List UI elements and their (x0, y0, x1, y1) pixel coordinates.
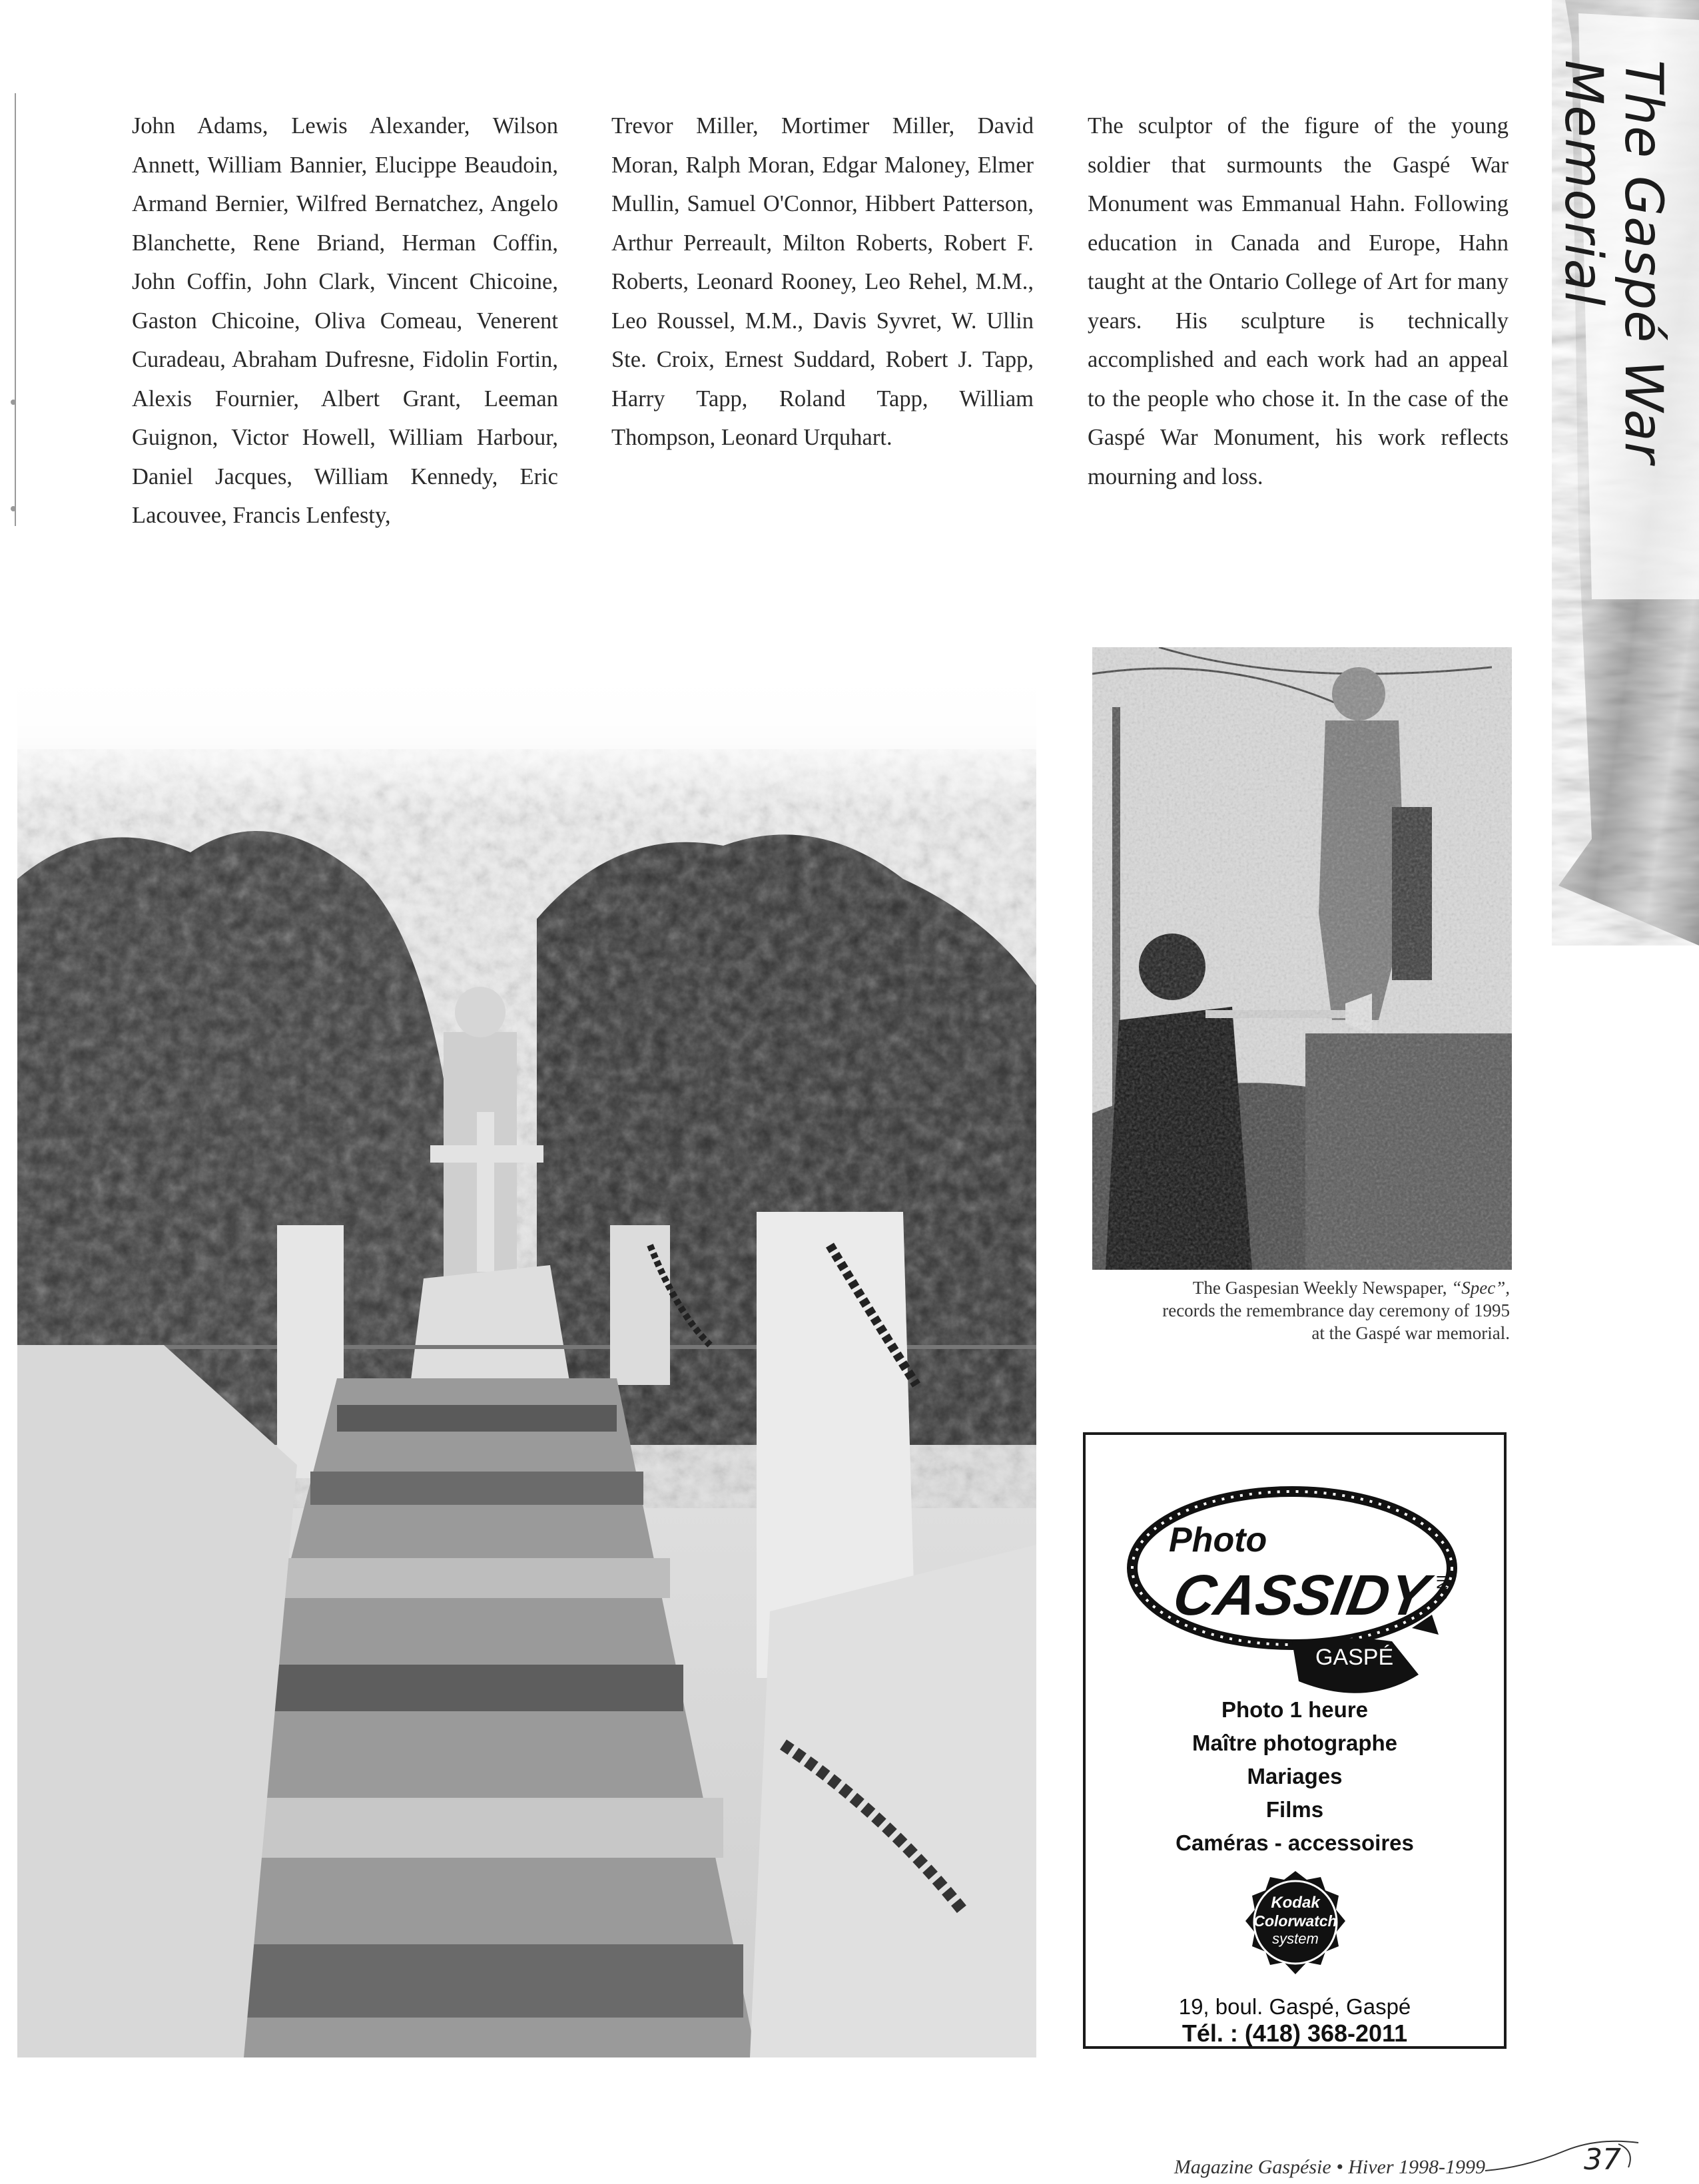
margin-dot (11, 400, 16, 405)
service-item: Mariages (1247, 1764, 1343, 1788)
logo-place-text: GASPÉ (1315, 1645, 1394, 1670)
logo-inc-text: INC (1433, 1575, 1451, 1600)
side-title: The Gaspé War Memorial (1553, 60, 1673, 464)
photo-cassidy-ad (1083, 1432, 1507, 2049)
body-column-1: John Adams, Lewis Alexander, Wilson Annett, William Bannier, Elucippe Beaudoin, Armand Bernier, Wilfred Bernatchez, Angelo Blanchette, Rene Briand, Herman Coffin, John Coffin, John Clark, Vincent Chicoine, Gaston Chicoine, Oliva Comeau, Venerent Curadeau, Abraham Dufresne, Fidolin Fortin, Alexis Fournier, Albert Grant, Leeman Guignon, Victor Howell, William Harbour, Daniel Jacques, William Kennedy, Eric Lacouvee, Francis Lenfesty, (132, 113, 558, 528)
photo-caption (1074, 1276, 1510, 1344)
footer-separator: • (1331, 2156, 1349, 2178)
kodak-colorwatch-seal (1239, 1868, 1352, 1981)
kodak-line: Colorwatch (1253, 1912, 1337, 1930)
kodak-line: system (1272, 1930, 1319, 1947)
service-item: Maître photographe (1191, 1731, 1397, 1755)
footer-magazine: Magazine Gaspésie (1174, 2156, 1331, 2178)
ad-services-list (1086, 1693, 1504, 1860)
body-column-2: Trevor Miller, Mortimer Miller, David Moran, Ralph Moran, Edgar Maloney, Elmer Mullin, Samuel O'Connor, Hibbert Patterson, Arthur Perreault, Milton Roberts, Robert F. Roberts, Leonard Rooney, Leo Rehel, M.M., Leo Roussel, M.M., Davis Syvret, W. Ullin Ste. Croix, Ernest Suddard, Robert J. Tapp, Harry Tapp, Roland Tapp, William Thompson, Leonard Urquhart. (611, 113, 1034, 450)
bugler-ceremony-photo (1092, 647, 1512, 1270)
photo-cassidy-logo (1126, 1475, 1472, 1715)
war-memorial-photo (17, 679, 1036, 2057)
caption-line1-prefix: The Gaspesian Weekly Newspaper, (1192, 1278, 1452, 1298)
service-item: Films (1265, 1797, 1324, 1822)
margin-line (15, 93, 16, 526)
caption-line3: at the Gaspé war memorial. (1311, 1323, 1510, 1343)
ad-phone: Tél. : (418) 368-2011 (1182, 2020, 1408, 2047)
kodak-line: Kodak (1271, 1894, 1320, 1912)
service-item: Photo 1 heure (1221, 1697, 1369, 1722)
logo-photo-text: Photo (1169, 1521, 1267, 1559)
footer-magazine-issue (1172, 2156, 1485, 2179)
page-number: 37 (1584, 2143, 1621, 2177)
logo-name-text: CASSIDY (1168, 1563, 1433, 1627)
caption-spec: “Spec”, (1451, 1278, 1510, 1298)
body-column-3: The sculptor of the figure of the young soldier that surmounts the Gaspé War Monument was Emmanual Hahn. Following education in Canada and Europe, Hahn taught at the Ontario College of Art for many years. His sculpture is technically accomplished and each work had an appeal to the people who chose it. In the case of the Gaspé War Monument, his work reflects mourning and loss. (1088, 113, 1509, 489)
ad-address: 19, boul. Gaspé, Gaspé (1178, 1994, 1411, 2019)
footer-issue: Hiver 1998-1999 (1348, 2156, 1485, 2178)
margin-dot (11, 506, 16, 511)
service-item: Caméras - accessoires (1176, 1830, 1414, 1855)
caption-line2: records the remembrance day ceremony of 1995 (1162, 1300, 1510, 1320)
